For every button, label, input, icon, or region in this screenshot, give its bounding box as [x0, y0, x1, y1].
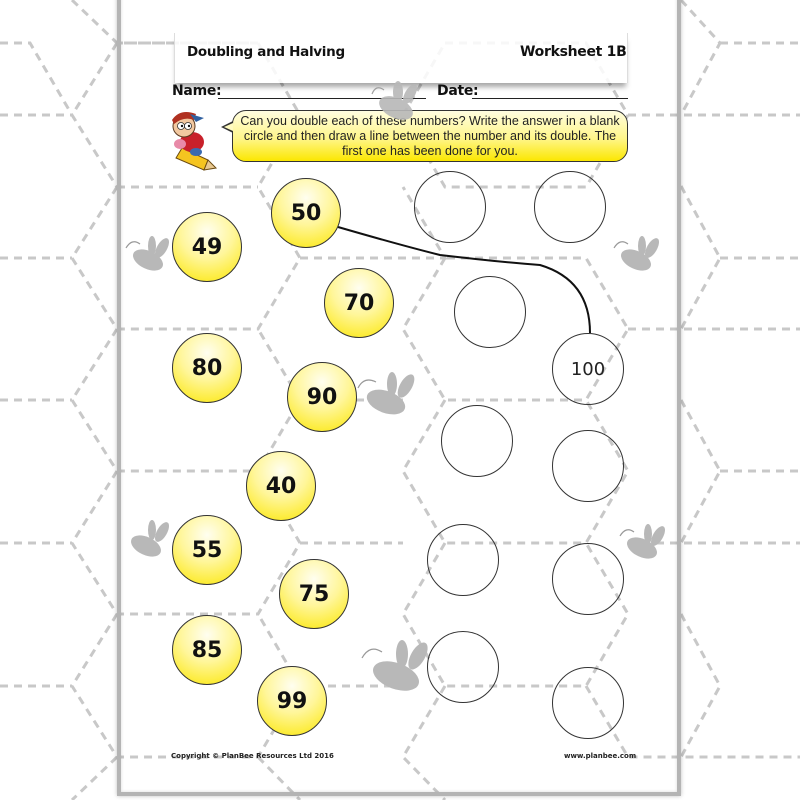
answer-circle[interactable] [552, 543, 624, 615]
number-ball-49[interactable]: 49 [172, 212, 242, 282]
number-ball-70[interactable]: 70 [324, 268, 394, 338]
answer-circle[interactable] [414, 171, 486, 243]
worksheet-number: Worksheet 1B [520, 44, 627, 60]
date-field[interactable] [472, 98, 628, 99]
website-link[interactable]: www.planbee.com [564, 752, 637, 760]
answer-circle[interactable] [454, 276, 526, 348]
number-ball-80[interactable]: 80 [172, 333, 242, 403]
bee-silhouette-icon [356, 636, 436, 700]
pencil-rider-mascot-icon [160, 104, 226, 174]
answer-circle[interactable] [427, 631, 499, 703]
number-ball-50[interactable]: 50 [271, 178, 341, 248]
bee-silhouette-icon [610, 232, 666, 276]
number-ball-55[interactable]: 55 [172, 515, 242, 585]
number-ball-40[interactable]: 40 [246, 451, 316, 521]
answer-circle-100[interactable]: 100 [552, 333, 624, 405]
number-ball-90[interactable]: 90 [287, 362, 357, 432]
bee-silhouette-icon [122, 518, 178, 562]
bee-silhouette-icon [366, 80, 426, 128]
number-ball-99[interactable]: 99 [257, 666, 327, 736]
answer-circle[interactable] [552, 430, 624, 502]
number-ball-85[interactable]: 85 [172, 615, 242, 685]
answer-circle[interactable] [427, 524, 499, 596]
date-label: Date: [437, 83, 479, 99]
number-ball-75[interactable]: 75 [279, 559, 349, 629]
speech-bubble-tail-fill [224, 123, 233, 131]
bee-silhouette-icon [122, 234, 178, 278]
bee-silhouette-icon [616, 522, 672, 566]
name-label: Name: [172, 83, 222, 99]
answer-circle[interactable] [552, 667, 624, 739]
worksheet-title: Doubling and Halving [187, 44, 345, 60]
answer-circle[interactable] [441, 405, 513, 477]
bee-silhouette-icon [354, 368, 418, 424]
answer-circle[interactable] [534, 171, 606, 243]
instructions-speech-bubble: Can you double each of these numbers? Write the answer in a blank circle and then draw a line between the number and its double. The first one has been done for you. [232, 110, 628, 162]
copyright-notice: Copyright © PlanBee Resources Ltd 2016 [171, 752, 334, 760]
